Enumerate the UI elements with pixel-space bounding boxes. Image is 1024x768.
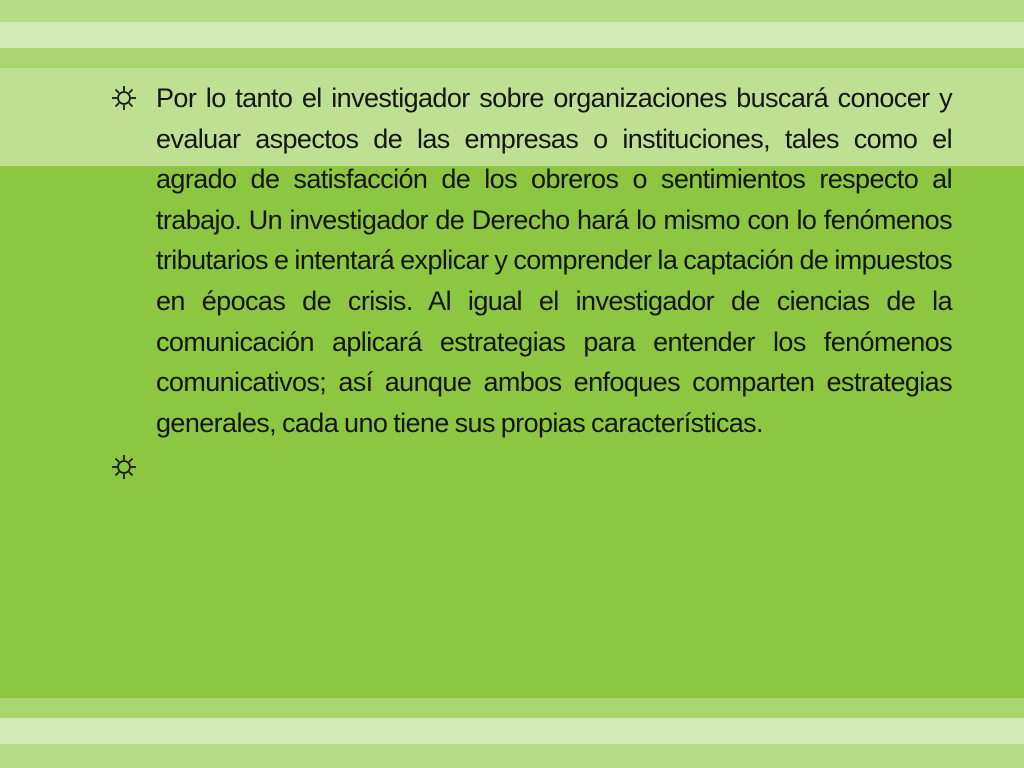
bullet-item-2 [110, 447, 952, 487]
bullet-item-1 [110, 78, 952, 443]
top-band-2 [0, 22, 1024, 48]
bottom-band-3 [0, 744, 1024, 768]
sun-bullet-icon [110, 84, 138, 112]
top-band-1 [0, 0, 1024, 22]
bottom-band-1 [0, 698, 1024, 718]
bottom-band-2 [0, 718, 1024, 744]
sun-bullet-icon [110, 453, 138, 481]
slide-content [110, 78, 952, 487]
body-paragraph: Por lo tanto el investigador sobre organizaciones buscará conocer y evaluar aspectos de las empresas o instituciones, tales como el agrado de satisfacción de los obreros o sentimientos respecto al trabajo. Un investigador de Derecho hará lo mismo con lo fenómenos tributarios e intentará explicar y comprender la captación de impuestos en épocas de crisis. Al igual el investigador de ciencias de la comunicación aplicará estrategias para entender los fenómenos comunicativos; así aunque ambos enfoques comparten estrategias generales, cada uno tiene sus propias características. [156, 83, 952, 438]
top-band-3 [0, 48, 1024, 68]
